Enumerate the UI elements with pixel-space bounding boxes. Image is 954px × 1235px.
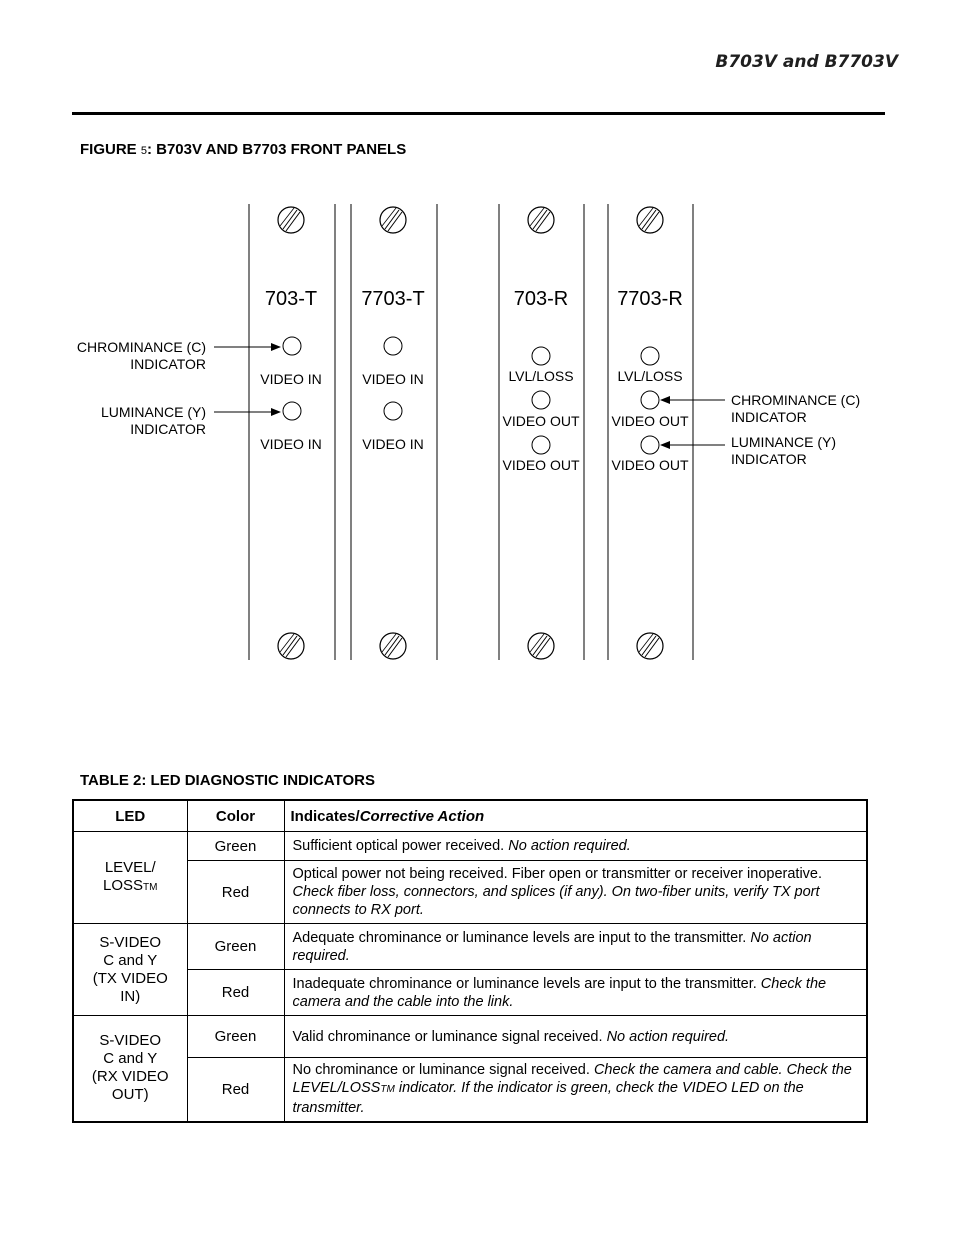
trademark-mark: TM: [380, 1084, 395, 1096]
led-indicator-icon: [384, 402, 402, 420]
corrective-action-text: Check the camera and cable. Check the LEVEL/LOSS: [292, 1062, 852, 1097]
panel-screw-icon: [380, 633, 406, 659]
panel-screw-icon: [528, 633, 554, 659]
indicator-label: VIDEO IN: [260, 371, 322, 387]
header-action-italic: Corrective Action: [359, 807, 485, 825]
panel-name: 7703-T: [361, 288, 425, 310]
corrective-action-text: No action required.: [508, 838, 631, 854]
action-cell: [284, 970, 867, 1016]
color-cell: Red: [187, 970, 284, 1016]
indicator-label: LVL/LOSS: [508, 368, 574, 384]
callout-left-chrominance: [77, 339, 280, 372]
action-text: Optical power not being received. Fiber open or transmitter or receiver inoperative.: [292, 866, 823, 882]
panel-name: 703-T: [264, 288, 318, 310]
figure-caption-prefix: FIGURE: [80, 141, 141, 158]
screw-head: [380, 633, 406, 659]
panel-screw-icon: [528, 207, 554, 233]
panel-screw-icon: [278, 207, 304, 233]
led-diagnostic-table: [72, 799, 868, 1123]
screw-head: [637, 633, 663, 659]
action-text: Sufficient optical power received.: [292, 838, 509, 854]
front-panels-diagram: [0, 190, 954, 670]
led-line: S-VIDEO: [99, 933, 162, 951]
header-color: Color: [187, 800, 284, 832]
panels: [249, 204, 693, 660]
table-row: [73, 1016, 867, 1058]
indicator-label: VIDEO OUT: [611, 413, 689, 429]
corrective-action-text: Check fiber loss, connectors, and splices (if any). On two-fiber units, verify TX port connects to RX port.: [292, 884, 820, 918]
callout-label: INDICATOR: [130, 421, 206, 437]
table-row: [73, 861, 867, 924]
callout-label: LUMINANCE (Y): [731, 434, 837, 450]
color-cell: Green: [187, 832, 284, 861]
led-indicator-icon: [532, 391, 550, 409]
led-line: (TX VIDEO: [92, 969, 168, 987]
callout-left-luminance: [101, 404, 280, 437]
callouts: [77, 339, 860, 467]
led-indicator-icon: [532, 347, 550, 365]
callout-label: LUMINANCE (Y): [100, 404, 206, 420]
callout-label: INDICATOR: [731, 409, 807, 425]
screw-head: [380, 207, 406, 233]
led-indicator-icon: [641, 436, 659, 454]
table-row: [73, 832, 867, 861]
color-cell: Red: [187, 861, 284, 924]
header-led: LED: [73, 800, 187, 832]
header-action-plain: Indicates/: [290, 807, 360, 825]
trademark-mark: TM: [143, 881, 158, 893]
action-cell: [284, 1016, 867, 1058]
callout-label: INDICATOR: [130, 356, 206, 372]
led-line: LOSS: [103, 876, 144, 894]
led-cell-level-loss: [73, 832, 187, 924]
panel-703-r: [499, 204, 584, 660]
action-text: Inadequate chrominance or luminance levels are input to the transmitter.: [292, 975, 761, 992]
led-line: C and Y: [103, 951, 158, 969]
action-cell: [284, 861, 867, 924]
panel-screw-icon: [278, 633, 304, 659]
screw-head: [528, 207, 554, 233]
indicator-label: VIDEO OUT: [611, 457, 689, 473]
panel-screw-icon: [637, 207, 663, 233]
panel-7703-r: [608, 204, 693, 660]
led-cell-tx-video-in: [73, 924, 187, 1016]
indicator-label: VIDEO IN: [362, 371, 424, 387]
led-line: S-VIDEO: [99, 1032, 162, 1050]
color-cell: Green: [187, 1016, 284, 1058]
led-indicator-icon: [384, 337, 402, 355]
panel-screw-icon: [380, 207, 406, 233]
action-cell: [284, 924, 867, 970]
table-caption: TABLE 2: LED DIAGNOSTIC INDICATORS: [80, 772, 376, 789]
color-cell: Green: [187, 924, 284, 970]
corrective-action-text: No action required.: [292, 929, 812, 964]
indicator-label: LVL/LOSS: [617, 368, 683, 384]
action-text: No chrominance or luminance signal received.: [292, 1062, 594, 1079]
table-row: [73, 924, 867, 970]
figure-caption-number: 5: [140, 145, 147, 157]
callout-label: CHROMINANCE (C): [731, 392, 861, 408]
led-line: C and Y: [103, 1050, 158, 1068]
led-indicator-icon: [641, 391, 659, 409]
led-indicator-icon: [283, 402, 301, 420]
panel-name: 703-R: [513, 288, 569, 310]
led-line: OUT): [111, 1086, 149, 1104]
table-row: [73, 970, 867, 1016]
action-text: Adequate chrominance or luminance levels are input to the transmitter.: [292, 929, 751, 946]
panel-7703-t: [351, 204, 437, 660]
panel-screw-icon: [637, 633, 663, 659]
page-header-title: B703V and B7703V: [715, 52, 898, 72]
panel-name: 7703-R: [617, 288, 683, 310]
led-indicator-icon: [641, 347, 659, 365]
indicator-label: VIDEO OUT: [502, 413, 580, 429]
indicator-label: VIDEO IN: [260, 436, 322, 452]
led-indicator-icon: [532, 436, 550, 454]
header-divider: [72, 112, 885, 115]
callout-label: CHROMINANCE (C): [76, 339, 206, 355]
callout-label: INDICATOR: [731, 451, 807, 467]
action-text: Valid chrominance or luminance signal received.: [292, 1028, 607, 1045]
figure-caption: [80, 141, 406, 158]
led-line: IN): [120, 987, 141, 1005]
corrective-action-text: Check the camera and the cable into the link.: [292, 975, 827, 1010]
figure-caption-text: : B703V AND B7703 FRONT PANELS: [146, 141, 407, 158]
indicator-label: VIDEO OUT: [502, 457, 580, 473]
action-cell: [284, 1058, 867, 1122]
led-line: LEVEL/: [104, 858, 156, 876]
panel-703-t: [249, 204, 335, 660]
action-cell: [284, 832, 867, 861]
screw-head: [637, 207, 663, 233]
screw-head: [278, 207, 304, 233]
led-indicator-icon: [283, 337, 301, 355]
color-cell: Red: [187, 1058, 284, 1122]
corrective-action-text: No action required.: [606, 1028, 730, 1045]
screw-head: [278, 633, 304, 659]
header-action: [284, 800, 867, 832]
led-cell-rx-video-out: [73, 1016, 187, 1122]
screw-head: [528, 633, 554, 659]
table-row: [73, 1058, 867, 1122]
callout-right-chrominance: [661, 392, 860, 425]
table-header-row: [73, 800, 867, 832]
indicator-label: VIDEO IN: [362, 436, 424, 452]
corrective-action-text: indicator. If the indicator is green, check the VIDEO LED on the transmitter.: [292, 1080, 804, 1117]
led-line: (RX VIDEO: [91, 1068, 169, 1086]
